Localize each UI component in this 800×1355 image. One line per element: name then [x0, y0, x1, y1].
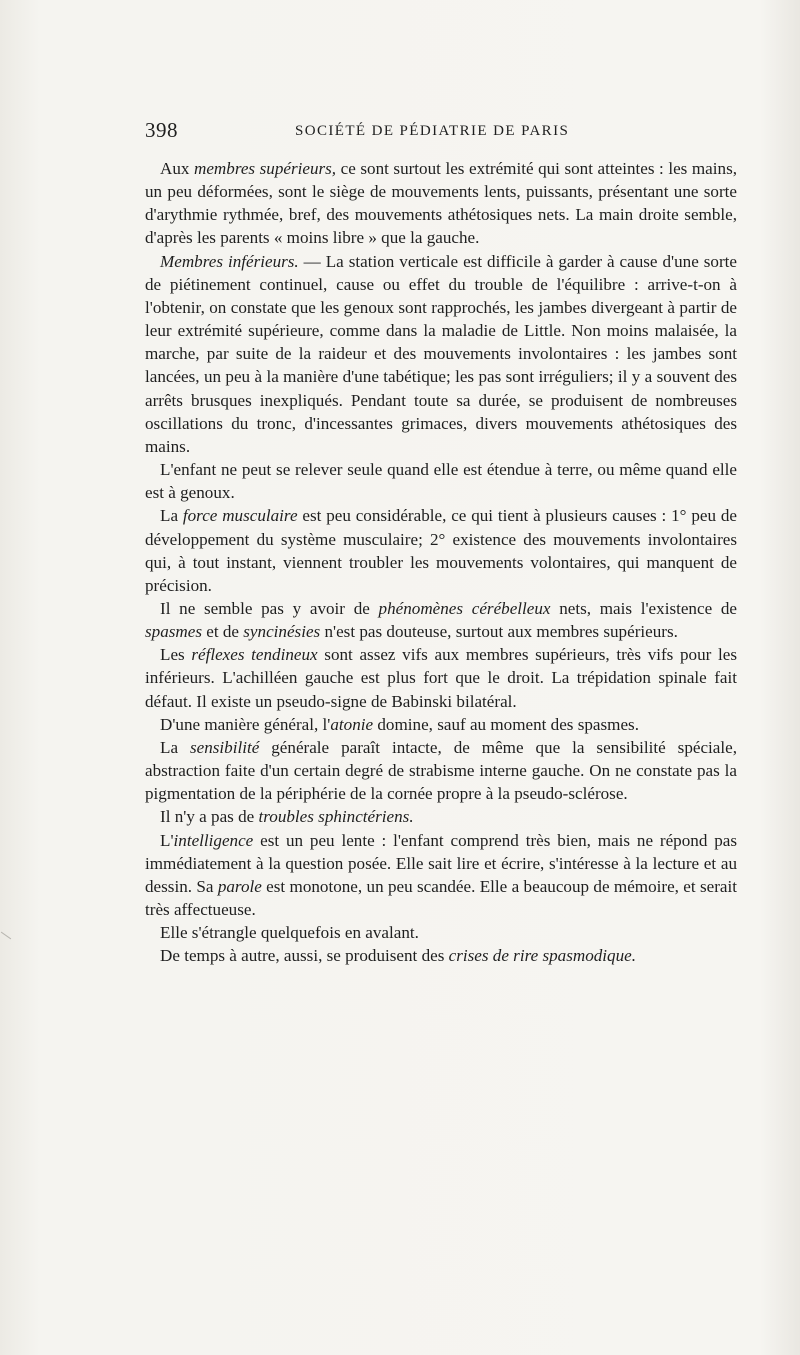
italic-text: spasmes [145, 622, 202, 642]
text-segment: — La station verticale est difficile à garder à cause d'une sorte de piétinement continuel, cause ou effet du trouble de l'équilibre : arrive-t-on à l'obtenir, on constate que les genoux sont rapprochés, les jambes divergeant à partir de leur extrémité supérieure, comme dans la maladie de Little. Non moins malaisée, la marche, par suite de la raideur et des mouvements involontaires : les jambes sont lancées, un peu à la manière d'une tabétique; les pas sont irréguliers; il y a souvent des arrêts brusques inexpliqués. Pendant toute sa durée, se produisent de nombreuses oscillations du tronc, d'incessantes grimaces, divers mouvements athétosiques des mains. [145, 251, 737, 456]
text-segment: ce sont surtout les extrémité qui sont atteintes : les mains, un peu déformées, sont le siège de mouvements lents, puissants, présentant une sorte d'arythmie rythmée, bref, des mouvements athétosiques nets. La main droite semble, d'après les parents « moins libre » que la gauche. [145, 159, 737, 248]
text-segment: est monotone, un peu scandée. Elle a beaucoup de mémoire, et serait très affectueuse. [145, 876, 737, 919]
text-segment: Il ne semble pas y avoir de [160, 598, 379, 618]
body-text [145, 157, 737, 967]
text-segment: D'une manière général, l' [160, 714, 331, 734]
paragraph [145, 458, 737, 504]
paragraph [145, 504, 737, 597]
italic-text: force musculaire [182, 506, 298, 526]
paragraph [145, 713, 737, 736]
paragraph [145, 921, 737, 944]
text-segment: est un peu lente : l'enfant comprend très bien, mais ne répond pas immédiatement à la question posée. Elle sait lire et écrire, s'intéresse à la lecture et au dessin. Sa [145, 830, 737, 896]
text-segment: De temps à autre, aussi, se produisent des [160, 946, 449, 966]
italic-text: troubles sphinctériens. [258, 807, 414, 827]
paragraph [145, 250, 737, 458]
paragraph [145, 805, 737, 828]
italic-text: réflexes tendineux [191, 645, 318, 665]
text-segment: Elle s'étrangle quelquefois en avalant. [160, 923, 419, 943]
italic-text: atonie [330, 714, 374, 734]
text-segment: générale paraît intacte, de même que la sensibilité spéciale, abstraction faite d'un certain degré de strabisme interne gauche. On ne constate pas la pigmentation de la périphérie de la cornée propre à la pseudo-sclérose. [145, 737, 737, 804]
italic-text: parole [217, 876, 262, 896]
italic-text: syncinésies [243, 622, 321, 642]
paragraph [145, 597, 737, 643]
text-segment: domine, sauf au moment des spasmes. [373, 714, 639, 734]
text-segment: La [160, 737, 190, 757]
paragraph [145, 829, 737, 922]
text-segment: nets, mais l'existence de [550, 598, 737, 618]
paragraph [145, 736, 737, 805]
paragraph [145, 157, 737, 250]
text-segment: est peu considérable, ce qui tient à plusieurs causes : 1° peu de développement du système musculaire; 2° existence des mouvements involontaires qui, à tout instant, viennent troubler les mouvements volontaires, qui manquent de précision. [145, 506, 737, 595]
text-segment: Aux [160, 159, 194, 178]
text-segment: L'enfant ne peut se relever seule quand elle est étendue à terre, ou même quand elle est à genoux. [145, 460, 737, 503]
text-segment: n'est pas douteuse, surtout aux membres supérieurs. [320, 622, 678, 642]
text-segment: Il n'y a pas de [160, 807, 259, 827]
text-segment: La [160, 506, 183, 526]
running-head: SOCIÉTÉ DE PÉDIATRIE DE PARIS [295, 123, 570, 139]
italic-text: intelligence [173, 830, 254, 850]
italic-text: crises de rire spasmodique. [448, 946, 637, 966]
italic-text: Membres inférieurs. [160, 251, 299, 271]
page-number: 398 [145, 118, 178, 142]
italic-text: sensibilité [189, 737, 260, 757]
paragraph [145, 643, 737, 712]
page-header [145, 118, 745, 148]
text-segment: L' [160, 830, 174, 850]
text-segment: et de [201, 622, 244, 642]
text-segment: Les [160, 645, 192, 665]
italic-text: phénomènes cérébelleux [378, 598, 551, 618]
paragraph [145, 944, 737, 967]
scan-mark [1, 932, 11, 940]
text-segment: sont assez vifs aux membres supérieurs, très vifs pour les inférieurs. L'achilléen gauche est plus fort que le droit. La trépidation spinale fait défaut. Il existe un pseudo-signe de Babinski bilatéral. [145, 645, 737, 711]
italic-text: membres supérieurs, [194, 159, 337, 178]
